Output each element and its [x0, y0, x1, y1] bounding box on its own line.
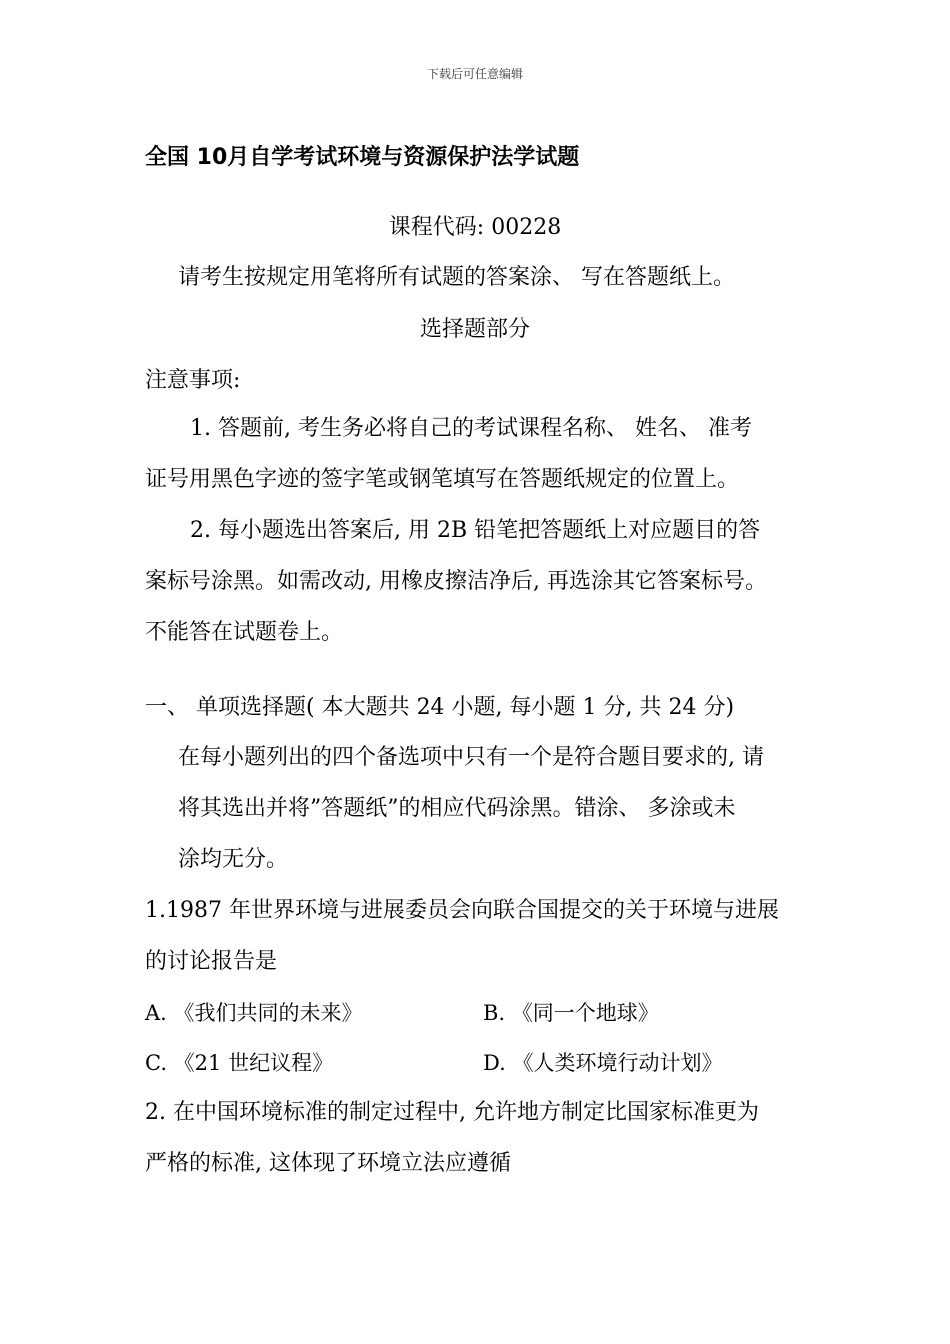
course-code: 课程代码: 00228: [388, 215, 562, 240]
question-1-option-a: A. 《我们共同的未来》: [145, 1001, 363, 1025]
note-item-2-line-1: 2. 每小题选出答案后, 用 2B 铅笔把答题纸上对应题目的答: [190, 518, 761, 543]
part-one-desc-line-3: 涂均无分。: [178, 847, 289, 872]
part-one-desc-line-1: 在每小题列出的四个备选项中只有一个是符合题目要求的, 请: [178, 745, 764, 770]
instruction-text: 请考生按规定用笔将所有试题的答案涂、 写在答题纸上。: [178, 265, 735, 290]
section-label: 选择题部分: [419, 317, 530, 342]
note-item-2-line-2: 案标号涂黑。如需改动, 用橡皮擦洁净后, 再选涂其它答案标号。: [145, 569, 767, 594]
question-1-option-d: D. 《人类环境行动计划》: [483, 1051, 723, 1075]
question-1-option-c: C. 《21 世纪议程》: [145, 1051, 334, 1075]
question-2-stem-line-2: 严格的标准, 这体现了环境立法应遵循: [145, 1151, 511, 1176]
notes-heading: 注意事项:: [145, 368, 241, 393]
part-one-heading: 一、 单项选择题( 本大题共 24 小题, 每小题 1 分, 共 24 分): [145, 695, 735, 720]
question-1-option-b: B. 《同一个地球》: [483, 1001, 659, 1025]
question-2-stem-line-1: 2. 在中国环境标准的制定过程中, 允许地方制定比国家标准更为: [145, 1100, 759, 1125]
question-1-stem-line-2: 的讨论报告是: [145, 949, 278, 974]
note-item-1-line-1: 1. 答题前, 考生务必将自己的考试课程名称、 姓名、 准考: [190, 416, 752, 441]
header-note: 下载后可任意编辑: [426, 67, 523, 81]
page-title: 全国 10月自学考试环境与资源保护法学试题: [145, 145, 580, 170]
note-item-2-line-3: 不能答在试题卷上。: [145, 620, 344, 645]
part-one-desc-line-2: 将其选出并将”答题纸”的相应代码涂黑。错涂、 多涂或未: [178, 796, 736, 821]
question-1-stem-line-1: 1.1987 年世界环境与进展委员会向联合国提交的关于环境与进展: [145, 898, 779, 923]
note-item-1-line-2: 证号用黑色字迹的签字笔或钢笔填写在答题纸规定的位置上。: [145, 467, 740, 492]
